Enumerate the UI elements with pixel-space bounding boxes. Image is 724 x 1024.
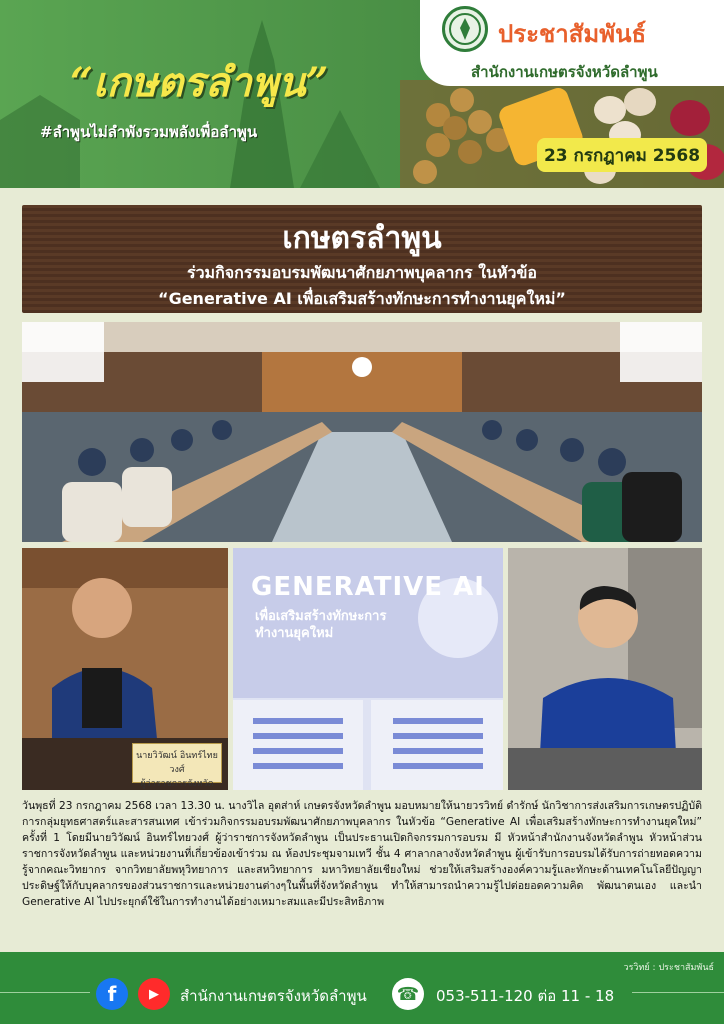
facebook-icon[interactable]: f — [96, 978, 128, 1010]
headline-subtitle: ร่วมกิจกรรมอบรมพัฒนาศักยภาพบุคลากร ในหัวข้อ — [186, 263, 538, 282]
photo-credit: วรวิทย์ : ประชาสัมพันธ์ — [623, 963, 714, 973]
footer — [0, 952, 724, 1024]
headline-topic: “Generative AI เพื่อเสริมสร้างทักษะการทำงานยุคใหม่” — [158, 289, 566, 308]
nameplate-title: ผู้ว่าราชการจังหวัด — [140, 779, 214, 789]
agency-logo-icon — [442, 6, 488, 52]
phone-icon[interactable]: ☎ — [392, 978, 424, 1010]
footer-office-name: สำนักงานเกษตรจังหวัดลำพูน — [180, 987, 367, 1005]
nameplate — [132, 743, 222, 789]
slide-photo — [233, 548, 503, 790]
footer-divider-left — [0, 992, 90, 993]
pr-subtitle: สำนักงานเกษตรจังหวัดลำพูน — [471, 63, 658, 81]
date-badge: 23 กรกฎาคม 2568 — [537, 138, 707, 172]
slide-title: GENERATIVE AI — [251, 572, 485, 602]
governor-photo — [22, 548, 228, 790]
footer-divider-right — [632, 992, 724, 993]
article-paragraph: วันพุธที่ 23 กรกฎาคม 2568 เวลา 13.30 น. นางวิไล อุตส่าห์ เกษตรจังหวัดลำพูน มอบหมายให้นายวรวิทย์ ดำรักษ์ นักวิชาการส่งเสริมการเกษตรปฏิบัติการกลุ่มยุทธศาสตร์และสารสนเทศ เข้าร่วมกิจกรรมอบรมพัฒนาศักยภาพบุคลากร ในหัวข้อ “Generative AI เพื่อเสริมสร้างทักษะการทำงานยุคใหม่” ครั้งที่ 1 โดยมีนายวิวัฒน์ อินทร์ไทยวงศ์ ผู้ว่าราชการจังหวัดลำพูน เป็นประธานเปิดกิจกรรมการอบรม มี หัวหน้าสำนักงานจังหวัดลำพูน หัวหน้าส่วนราชการจังหวัดลำพูน และหน่วยงานที่เกี่ยวข้องเข้าร่วม ณ ห้องประชุมจามเทวี ชั้น 4 ศาลากลางจังหวัดลำพูน ผู้เข้ารับการอบรมได้รับการถ่ายทอดความรู้จากคณะวิทยากร จากวิทยาลัยพหุวิทยาการ และสหวิทยาการ มหาวิทยาลัยเชียงใหม่ ช่วยให้เสริมสร้างองค์ความรู้และทักษะด้านเทคโนโลยีปัญญาประดิษฐ์ให้กับบุคลากรของส่วนราชการและหน่วยงานต่างๆในพื้นที่จังหวัดลำพูน ทำให้สามารถนำความรู้ไปต่อยอดความคิด พัฒนาตนเอง และนำ Generative AI ไปประยุกต์ใช้ในการทำงานได้อย่างเหมาะสมและมีประสิทธิภาพ — [22, 800, 703, 908]
staff-photo — [508, 548, 702, 790]
meeting-room-photo — [22, 322, 702, 542]
youtube-icon[interactable]: ▶ — [138, 978, 170, 1010]
headline-banner — [22, 205, 702, 313]
brand-title: “เกษตรลำพูน” — [70, 59, 329, 106]
hashtag: #ลำพูนไม่ลำพังรวมพลังเพื่อลำพูน — [40, 123, 258, 141]
slide-subtitle: เพื่อเสริมสร้างทักษะการทำงานยุคใหม่ — [255, 609, 387, 641]
footer-phone-number: 053-511-120 ต่อ 11 - 18 — [436, 987, 615, 1005]
headline-title: เกษตรลำพูน — [282, 221, 442, 256]
pr-title: ประชาสัมพันธ์ — [498, 20, 647, 48]
nameplate-name: นายวิวัฒน์ อินทร์ไทยวงศ์ — [136, 751, 218, 775]
header-banner — [0, 0, 724, 188]
